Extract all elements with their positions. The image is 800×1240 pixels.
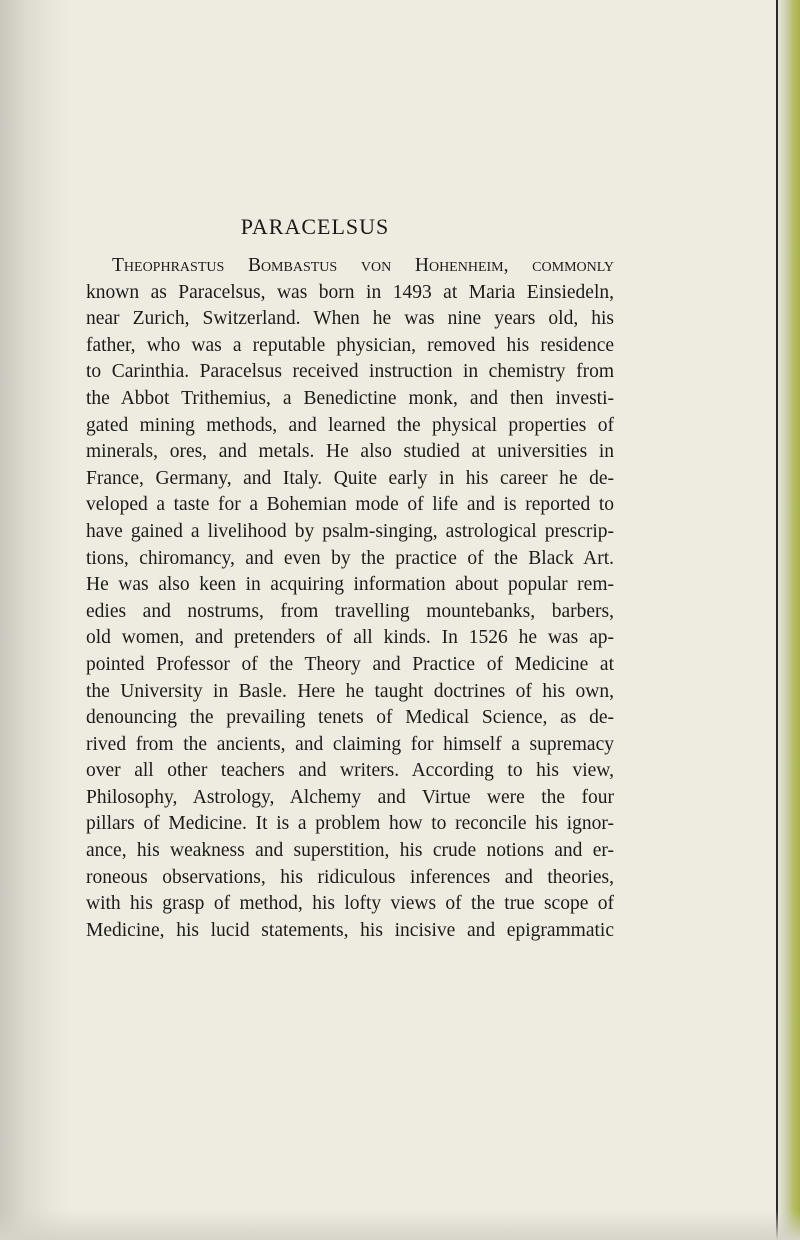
text-line: the University in Basle. Here he taught doctrines of his own,: [86, 680, 614, 702]
text-line: edies and nostrums, from travelling mountebanks, barbers,: [86, 600, 614, 622]
text-line: the Abbot Trithemius, a Benedictine monk, and then investi-: [86, 387, 614, 409]
text-line: pillars of Medicine. It is a problem how to reconcile his ignor-: [86, 813, 614, 835]
text-line: France, Germany, and Italy. Quite early in his career he de-: [86, 467, 614, 489]
text-line: denouncing the prevailing tenets of Medical Science, as de-: [86, 707, 614, 729]
text-line: tions, chiromancy, and even by the practice of the Black Art.: [86, 547, 614, 569]
page-edge: [776, 0, 800, 1240]
text-line: gated mining methods, and learned the physical properties of: [86, 414, 614, 436]
text-line: have gained a livelihood by psalm-singing, astrological prescrip-: [86, 520, 614, 542]
page-bottom-shade: [0, 1210, 800, 1240]
text-line: Medicine, his lucid statements, his incisive and epigrammatic: [86, 919, 614, 941]
text-line: with his grasp of method, his lofty views of the true scope of: [86, 893, 614, 915]
body-paragraph: [86, 253, 614, 944]
text-line: He was also keen in acquiring information about popular rem-: [86, 574, 614, 596]
page-gutter-shadow: [0, 0, 70, 1240]
text-line: to Carinthia. Paracelsus received instruction in chemistry from: [86, 361, 614, 383]
text-line: over all other teachers and writers. According to his view,: [86, 760, 614, 782]
text-line: father, who was a reputable physician, removed his residence: [86, 334, 614, 356]
text-line: roneous observations, his ridiculous inferences and theories,: [86, 866, 614, 888]
page-title: PARACELSUS: [240, 214, 390, 239]
text-line: ance, his weakness and superstition, his crude notions and er-: [86, 840, 614, 862]
text-line: pointed Professor of the Theory and Practice of Medicine at: [86, 653, 614, 675]
text-line: minerals, ores, and metals. He also studied at universities in: [86, 441, 614, 463]
text-line: known as Paracelsus, was born in 1493 at Maria Einsiedeln,: [86, 281, 614, 303]
page-edge-line: [776, 0, 778, 1240]
text-line: Philosophy, Astrology, Alchemy and Virtue were the four: [86, 786, 614, 808]
text-line: rived from the ancients, and claiming for himself a supremacy: [86, 733, 614, 755]
text-line: veloped a taste for a Bohemian mode of life and is reported to: [86, 494, 614, 516]
text-line: old women, and pretenders of all kinds. In 1526 he was ap-: [86, 627, 614, 649]
text-line: near Zurich, Switzerland. When he was nine years old, his: [86, 308, 614, 330]
text-line: Theophrastus Bombastus von Hohenheim, commonly: [112, 255, 614, 276]
